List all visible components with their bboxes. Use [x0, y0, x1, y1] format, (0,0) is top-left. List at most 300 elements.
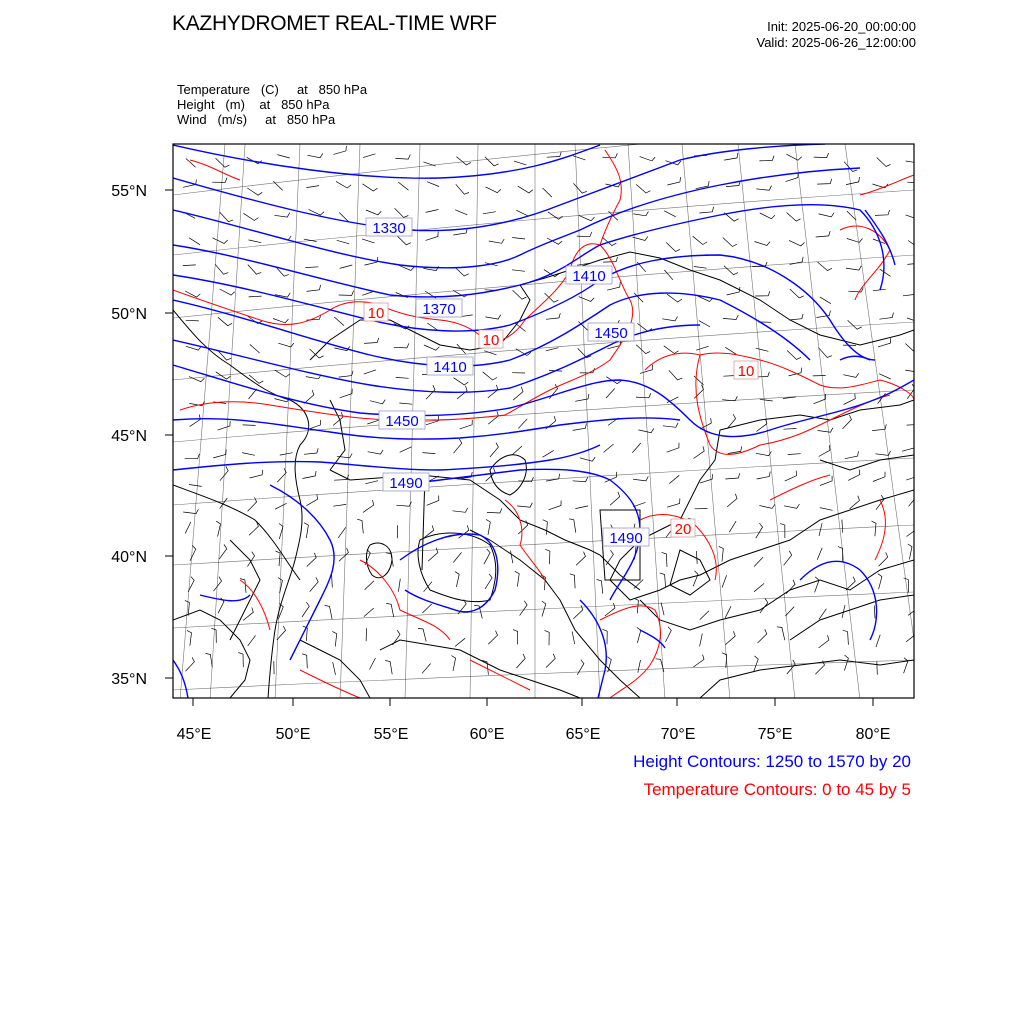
wind-barbs	[183, 146, 923, 675]
wind-barb	[250, 470, 263, 478]
wind-barb	[216, 521, 220, 536]
wind-barb	[634, 580, 643, 589]
wind-barb	[218, 317, 232, 325]
wind-barb	[512, 446, 522, 455]
wind-barb	[304, 448, 318, 454]
wind-barb	[546, 313, 560, 319]
wind-barb	[426, 232, 439, 241]
wind-barb	[386, 553, 393, 567]
wind-barb	[576, 552, 585, 566]
height-label-1410-west	[427, 357, 473, 376]
wind-barb	[572, 631, 575, 644]
wind-barb	[306, 186, 319, 188]
wind-barb	[820, 297, 831, 304]
wind-barb	[333, 412, 343, 425]
wind-barb	[872, 521, 877, 536]
temp-label-20	[671, 519, 695, 538]
wind-barb	[667, 443, 679, 452]
lat-tick-labels	[111, 183, 147, 688]
wind-barb	[669, 475, 679, 483]
wind-barb	[512, 238, 525, 240]
wind-barb	[546, 654, 555, 668]
wind-barb	[638, 429, 653, 433]
lon-tick-label: 50°E	[275, 726, 311, 743]
wind-barb	[790, 289, 804, 298]
temp-label-text: 10	[482, 332, 500, 349]
wind-barb	[818, 262, 832, 271]
wind-barb	[878, 574, 882, 590]
wind-barb	[577, 660, 584, 675]
wind-barb	[243, 608, 253, 621]
wind-barb	[460, 420, 473, 429]
wind-barb	[726, 631, 736, 644]
wind-barb	[516, 654, 525, 668]
wind-barb	[754, 557, 763, 566]
wind-barb	[844, 394, 856, 405]
height-label-1450-east	[588, 323, 634, 342]
wind-barb	[190, 415, 201, 427]
wind-barb	[488, 411, 498, 424]
wind-barb	[306, 315, 321, 321]
wind-barb	[332, 575, 333, 588]
wind-barb	[513, 387, 523, 400]
height-label-text: 1410	[572, 268, 606, 285]
wind-barb	[365, 581, 374, 590]
wind-barb	[756, 451, 771, 455]
wind-barb	[549, 501, 561, 510]
wind-barb	[333, 504, 346, 506]
wind-barb	[816, 231, 830, 237]
wind-barb	[518, 419, 527, 429]
wind-barb	[424, 345, 439, 350]
field-unit: (m)	[225, 97, 245, 112]
wind-barb	[669, 370, 682, 380]
lon-tick-label: 70°E	[660, 726, 696, 743]
wind-barb	[693, 236, 707, 244]
wind-barb	[905, 368, 920, 372]
wind-barb	[696, 346, 708, 350]
wind-barb	[238, 653, 243, 668]
wind-barb	[719, 546, 724, 561]
wind-barb	[242, 453, 255, 456]
height-label-1490-west	[383, 473, 429, 492]
field-name: Height	[177, 97, 215, 112]
wind-barb	[787, 213, 801, 222]
wind-barb	[249, 240, 262, 243]
field-at: at	[296, 82, 308, 97]
wind-barb	[451, 656, 455, 671]
wind-barb	[357, 519, 363, 533]
wind-barb	[664, 211, 676, 217]
lat-tick-label: 50°N	[111, 306, 147, 323]
wind-barb	[903, 289, 917, 295]
wind-barb	[483, 372, 497, 380]
wind-barb	[455, 267, 469, 276]
wind-barb	[906, 159, 921, 163]
field-unit: (m/s)	[217, 112, 248, 127]
height-label-text: 1450	[594, 325, 628, 342]
temp-label-10-east	[734, 361, 758, 380]
wind-barb	[789, 314, 803, 320]
field-name: Wind	[177, 112, 207, 127]
wind-barb	[636, 393, 651, 398]
height-label-1330	[366, 218, 412, 237]
wind-barb	[760, 213, 775, 219]
wind-barb	[456, 184, 469, 194]
wind-barb	[727, 287, 740, 295]
wind-barb	[488, 631, 497, 645]
wind-barb	[785, 471, 797, 481]
wind-barb	[364, 370, 376, 374]
wind-barb	[722, 575, 727, 587]
wind-barb	[307, 285, 321, 291]
wind-barb	[902, 443, 915, 451]
wind-barb	[754, 583, 764, 591]
wind-barb	[784, 551, 792, 566]
wind-barb	[633, 502, 645, 506]
wind-barb	[302, 602, 309, 617]
wind-barb	[574, 183, 587, 193]
wind-barb	[636, 184, 650, 193]
wind-barb	[186, 346, 202, 350]
lat-tick-label: 40°N	[111, 549, 147, 566]
wind-barb	[370, 400, 386, 404]
wind-barb	[573, 156, 585, 160]
wind-barb	[694, 267, 707, 269]
wind-barb	[905, 344, 919, 353]
wind-barb	[758, 629, 767, 643]
wind-barb	[573, 423, 587, 430]
lon-tick-label: 75°E	[757, 726, 793, 743]
wind-barb	[218, 421, 231, 430]
height-contour-labels	[366, 218, 649, 547]
temperature-contours	[173, 150, 914, 698]
wind-barb	[843, 630, 849, 645]
wind-barb	[249, 375, 263, 383]
wind-barb	[302, 654, 307, 669]
wind-barb	[454, 378, 469, 385]
wind-barb	[569, 519, 576, 533]
height-label-1370	[416, 299, 462, 318]
wind-barb	[339, 291, 354, 296]
wind-barb	[844, 162, 857, 172]
wind-barb	[248, 636, 256, 646]
wind-barb	[667, 177, 680, 185]
wind-barb	[727, 494, 737, 507]
wind-barb	[243, 425, 256, 426]
wind-barb	[638, 660, 641, 673]
wind-barb	[633, 476, 648, 481]
wind-barb	[662, 552, 667, 567]
wind-barb	[724, 266, 738, 275]
wind-barb	[876, 635, 880, 647]
height-label-text: 1490	[609, 530, 643, 547]
wind-barb	[273, 319, 288, 323]
wind-barb	[386, 603, 394, 617]
wind-barb	[848, 320, 862, 329]
wind-barb	[426, 210, 439, 213]
wind-barb	[604, 444, 614, 452]
wind-barb	[325, 606, 333, 620]
wind-barb	[662, 317, 677, 321]
lat-tick-label: 35°N	[111, 671, 147, 688]
wind-barb	[459, 525, 469, 538]
wind-barb	[760, 399, 773, 401]
wind-barb	[275, 503, 287, 509]
wind-barb	[907, 524, 917, 537]
wind-barb	[400, 447, 412, 453]
field-level: 850 hPa	[318, 82, 368, 97]
wind-barb	[543, 520, 548, 535]
wind-barb	[212, 238, 227, 244]
wind-barb	[547, 238, 562, 244]
wind-barb	[332, 631, 336, 646]
wind-barb	[879, 313, 893, 320]
wind-barb	[277, 155, 290, 158]
wind-barb	[249, 389, 257, 399]
wind-barb	[906, 634, 916, 642]
wind-barb	[398, 182, 408, 190]
lon-tick-label: 55°E	[373, 726, 409, 743]
wind-barb	[518, 521, 527, 535]
wind-barb	[307, 153, 322, 157]
temperature-contour-legend: Temperature Contours: 0 to 45 by 5	[643, 780, 911, 799]
wind-barb	[486, 187, 501, 193]
wind-barb	[219, 545, 227, 560]
wind-barb	[693, 571, 698, 587]
wind-barb	[667, 294, 682, 302]
wind-barb	[362, 239, 374, 243]
wind-barb	[275, 370, 290, 377]
wind-barb	[190, 546, 196, 561]
wind-barb	[518, 186, 533, 193]
wind-barb	[789, 240, 804, 246]
wind-barb	[759, 156, 774, 161]
wind-barb	[756, 348, 769, 351]
field-at: at	[265, 112, 276, 127]
wind-barb	[216, 158, 230, 167]
field-name: Temperature	[177, 82, 250, 97]
wind-barb	[340, 389, 353, 398]
wind-barb	[427, 496, 439, 506]
wind-barb	[632, 443, 641, 453]
wind-barb	[423, 453, 436, 454]
wind-barb	[310, 577, 319, 591]
wind-barb	[396, 377, 409, 378]
wind-barb	[489, 239, 504, 243]
wind-barb	[187, 630, 192, 645]
wind-barb	[455, 572, 459, 587]
temp-label-10-west	[364, 303, 388, 322]
wind-barb	[250, 344, 260, 353]
wind-barb	[814, 153, 829, 158]
wind-barb	[909, 492, 917, 506]
wind-barb	[848, 470, 860, 481]
wind-barb	[334, 317, 344, 326]
wind-barb	[338, 527, 346, 538]
wind-barb	[660, 573, 666, 587]
wind-barb	[875, 451, 890, 456]
wind-barb	[725, 606, 731, 618]
temp-label-text: 10	[737, 363, 755, 380]
temp-label-text: 20	[674, 521, 692, 538]
height-label-1490-east	[603, 528, 649, 547]
wind-barb	[398, 579, 400, 592]
wind-barb	[819, 213, 835, 217]
wind-barb	[455, 638, 465, 646]
wind-barb	[817, 179, 832, 184]
wind-barb	[580, 457, 595, 461]
wind-barb	[520, 601, 528, 616]
wind-barb	[818, 428, 833, 432]
wind-barb	[220, 212, 233, 222]
wind-barb	[879, 374, 891, 379]
wind-barb	[485, 315, 500, 319]
wind-barb	[516, 210, 528, 216]
wind-barb	[363, 184, 378, 191]
lat-tick-label: 55°N	[111, 183, 147, 200]
wind-barb	[212, 178, 227, 183]
wind-barb	[693, 655, 704, 667]
wind-barb	[303, 471, 317, 479]
wind-barb	[422, 664, 431, 674]
wind-barb	[699, 207, 713, 213]
wind-barb	[213, 450, 226, 458]
wind-barb	[606, 550, 613, 565]
wind-barb	[543, 188, 552, 197]
wind-barb	[663, 423, 678, 428]
wind-barb	[877, 158, 891, 167]
wind-barb	[455, 210, 467, 215]
wind-barb	[366, 628, 367, 641]
wind-barb	[490, 443, 499, 457]
wind-barb	[185, 522, 191, 534]
wind-barb	[385, 661, 392, 675]
wind-barb	[846, 177, 860, 185]
wind-barb	[399, 403, 412, 404]
lon-tick-label: 65°E	[565, 726, 601, 743]
wind-barb	[843, 415, 852, 429]
wind-barb	[484, 351, 496, 355]
wind-barb	[780, 523, 785, 538]
wind-barb	[395, 155, 410, 160]
wind-barb	[846, 266, 861, 270]
wind-barb	[511, 551, 513, 564]
wind-barb	[636, 345, 650, 354]
wind-barb	[759, 504, 775, 508]
wind-barb	[784, 504, 799, 508]
init-time: Init: 2025-06-20_00:00:00	[767, 19, 916, 34]
wind-barb	[278, 343, 294, 347]
wind-barb	[664, 346, 679, 354]
wind-barb	[597, 580, 603, 594]
wind-barb	[757, 472, 771, 479]
graticule	[173, 120, 914, 700]
wind-barb	[427, 182, 439, 187]
wind-barb	[304, 523, 308, 538]
wind-barb	[756, 523, 763, 538]
wind-barb	[788, 454, 801, 455]
wind-barb	[337, 240, 350, 244]
wind-barb	[845, 451, 859, 459]
wind-barb	[394, 343, 409, 348]
wind-barb	[454, 439, 462, 453]
wind-barb	[333, 662, 336, 675]
wind-barb	[847, 239, 863, 243]
wind-barb	[880, 269, 891, 276]
height-label-text: 1330	[372, 220, 406, 237]
wind-barb	[486, 519, 490, 534]
wind-barb	[546, 474, 560, 481]
height-label-text: 1370	[422, 301, 456, 318]
wind-barb	[784, 429, 797, 430]
wind-barb	[579, 216, 594, 221]
wind-barb	[364, 338, 379, 344]
wind-barb	[666, 243, 680, 252]
wind-barb	[820, 508, 833, 511]
wind-barb	[456, 157, 470, 165]
height-label-1410-east	[566, 266, 612, 285]
height-label-1450-west	[379, 411, 425, 430]
height-label-text: 1410	[433, 359, 467, 376]
wind-barb	[661, 603, 664, 616]
wind-barb	[606, 389, 615, 399]
wind-barb	[395, 208, 409, 217]
wind-barb	[699, 321, 710, 327]
wind-barb	[485, 574, 492, 589]
wind-barb	[700, 634, 703, 647]
wind-barb	[422, 604, 431, 613]
temp-label-text: 10	[367, 305, 385, 322]
wind-barb	[453, 508, 468, 512]
valid-time: Valid: 2025-06-26_12:00:00	[756, 35, 916, 50]
wind-barb	[514, 161, 526, 165]
temp-label-10-center	[479, 330, 503, 349]
wind-barb	[844, 655, 848, 671]
wind-barb	[220, 289, 235, 295]
wind-barb	[513, 630, 518, 645]
wind-barb	[633, 211, 648, 215]
wind-barb	[777, 627, 785, 640]
wind-barb	[183, 265, 196, 266]
field-unit: (C)	[260, 82, 279, 97]
wind-barb	[879, 552, 888, 566]
lat-tick-label: 45°N	[111, 428, 147, 445]
wind-barb	[370, 658, 376, 670]
height-label-text: 1450	[385, 413, 419, 430]
wind-barb	[873, 472, 885, 482]
wind-barb	[906, 215, 918, 219]
wind-barb	[365, 481, 378, 484]
wind-barb	[188, 577, 194, 592]
wind-barb	[817, 548, 822, 560]
wind-barb	[339, 371, 353, 377]
wind-barb	[363, 500, 374, 512]
wind-barb	[575, 394, 589, 401]
wind-barb	[396, 502, 411, 507]
wind-barb	[306, 494, 317, 505]
wind-barb	[305, 267, 318, 268]
wind-barb	[244, 213, 259, 220]
wind-barb	[518, 477, 533, 482]
lon-tick-label: 60°E	[469, 726, 505, 743]
wind-barb	[873, 289, 886, 290]
lon-tick-labels	[177, 726, 891, 743]
wind-barb	[785, 607, 794, 617]
wind-barb	[304, 390, 314, 403]
wind-barb	[512, 270, 525, 272]
wind-barb	[579, 297, 595, 302]
